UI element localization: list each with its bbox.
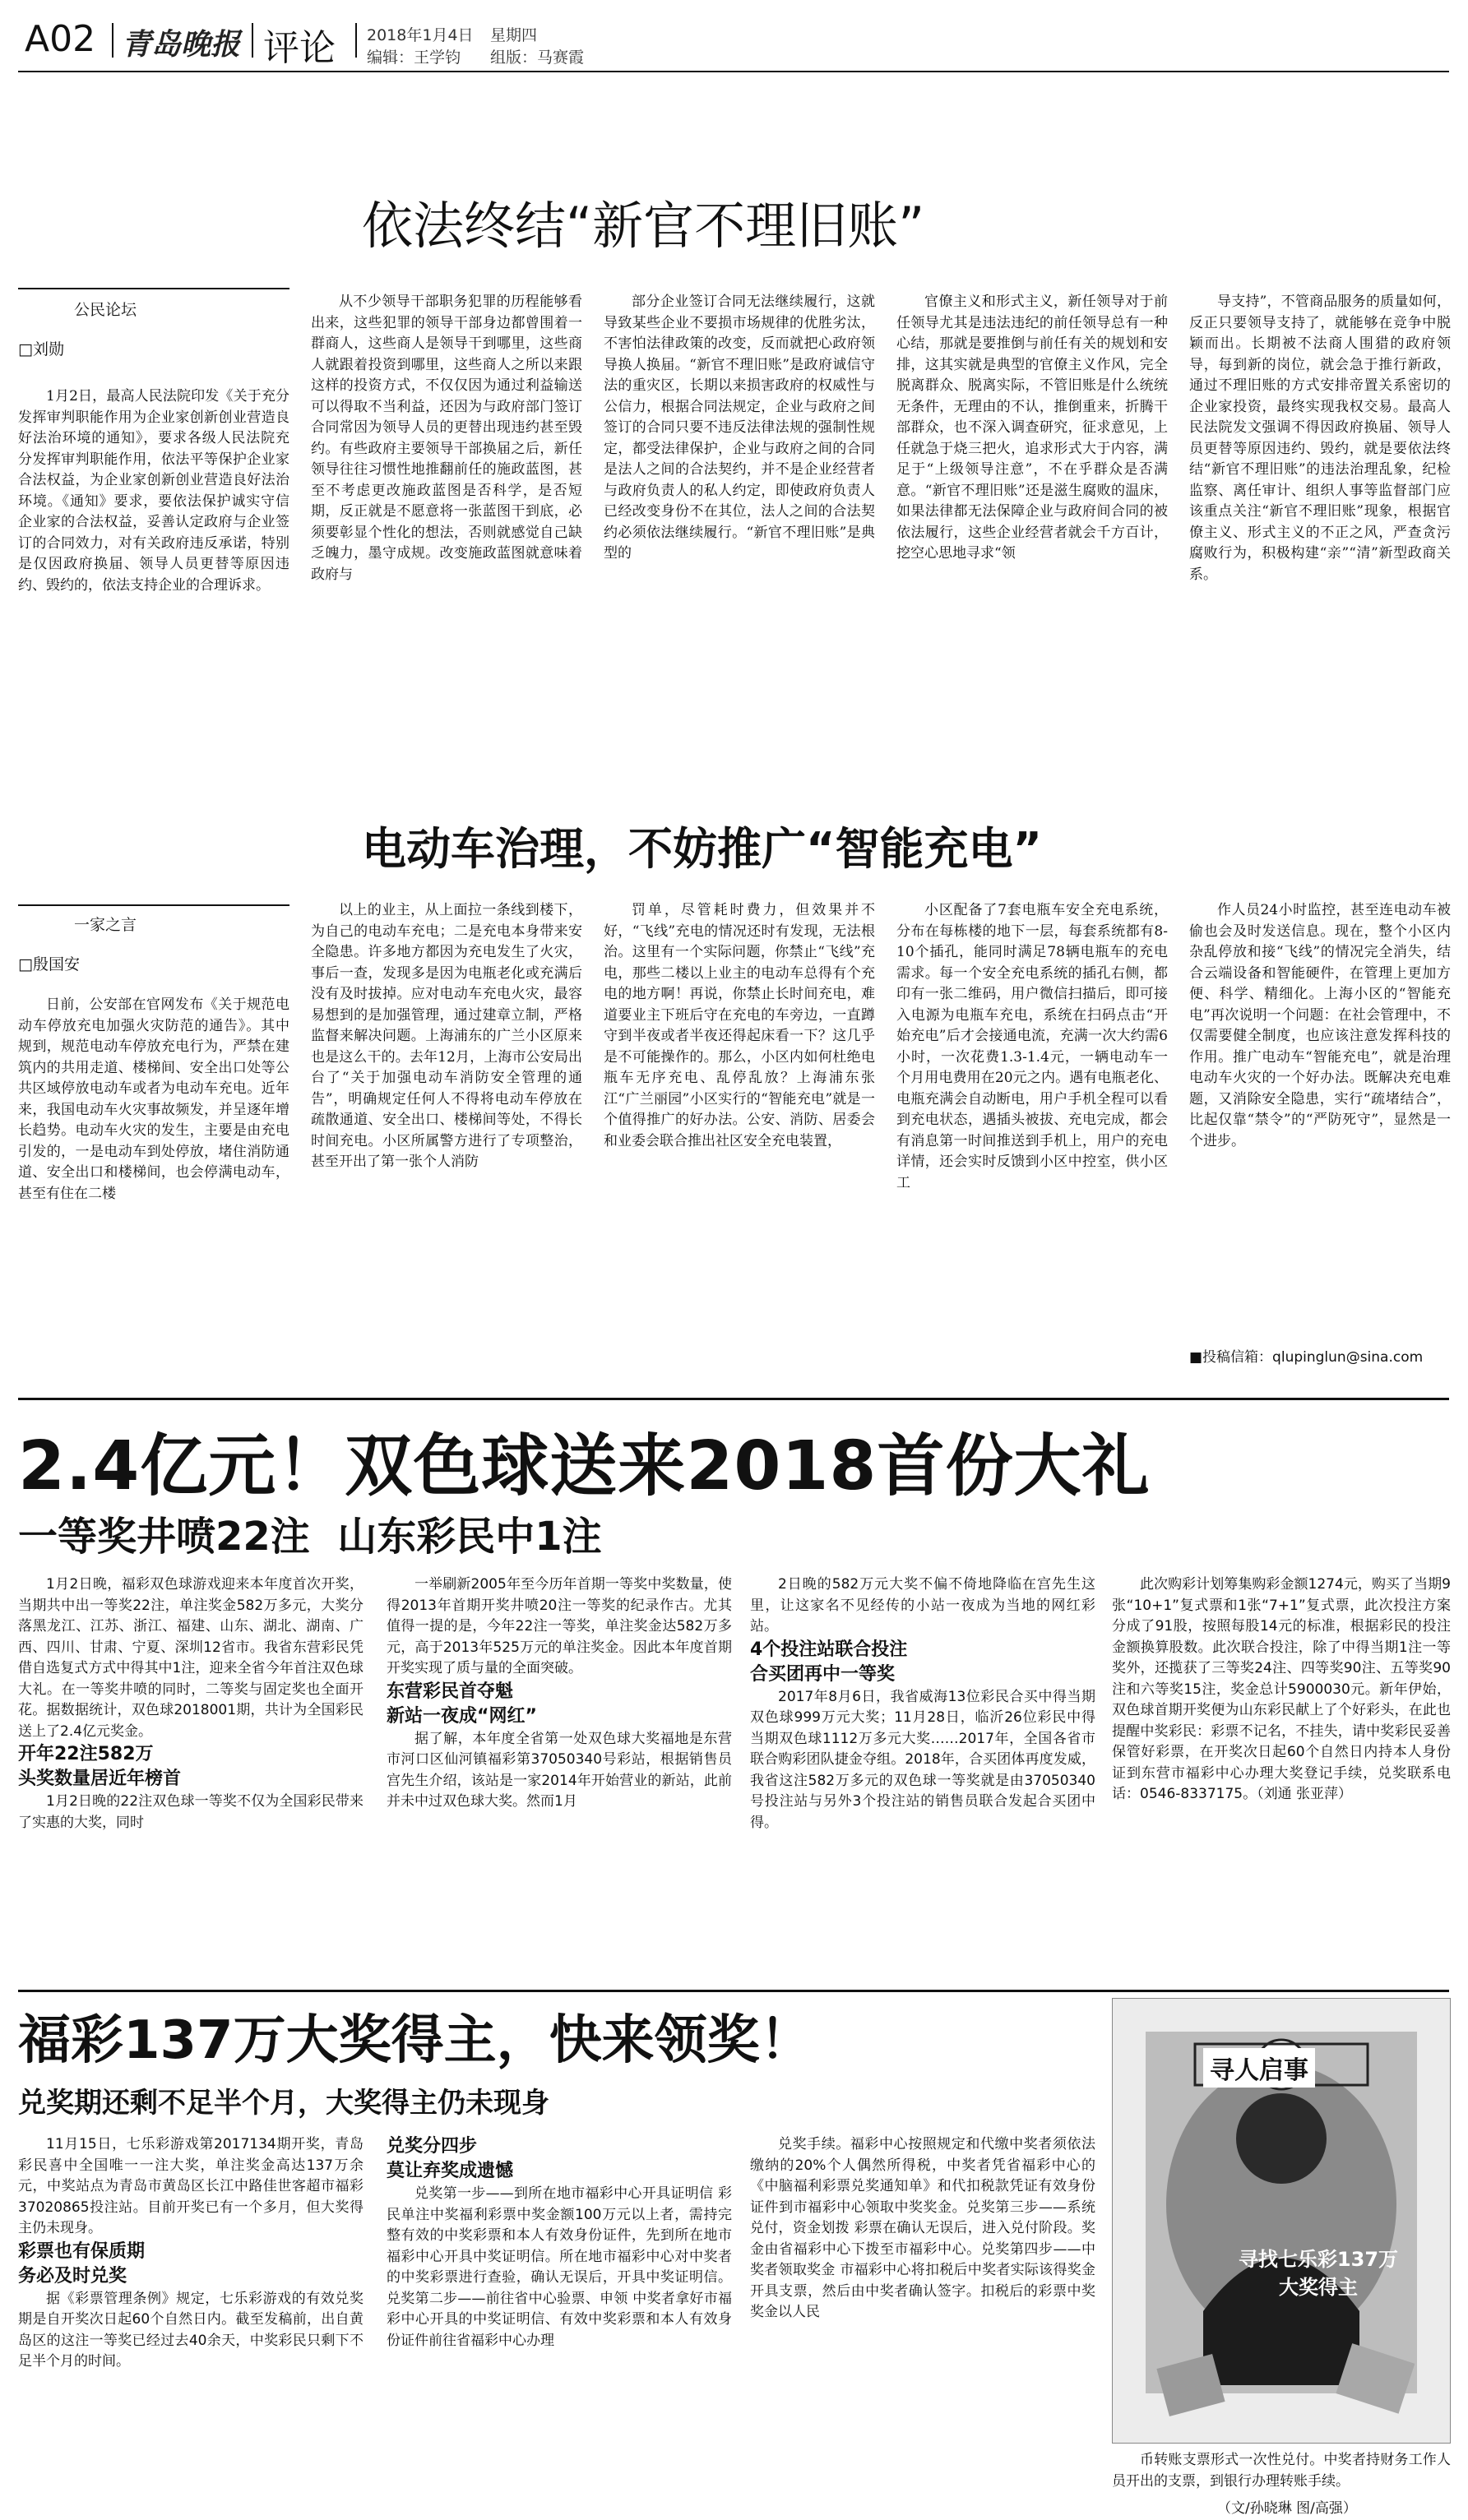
article3-col3-subhead: 4个投注站联合投注 合买团再中一等奖 (750, 1639, 908, 1685)
article1-column: 公民论坛 (74, 301, 137, 319)
article1-col5: 导支持”，不管商品服务的质量如何，反正只要领导支持了，就能够在竞争中脱颖而出。长期被不法商人围猎的政府领导，每到新的岗位，就会急于推行新政，通过不理旧账的方式安排帝置关系密切的企业家投资，最终实现我权交易。最高人民法院发文强调不得因政府换届、领导人员更替等原因违约、毁约，就是要依法终结“新官不理旧账”的违法治理乱象，纪检监察、离任审计、组织人事等监督部门应该重点关注“新官不理旧账”现象，根据官僚主义、形式主义的不正之风，严查贪污腐败行为，积极构建“亲”“清”新型政商关系。 (1189, 294, 1451, 583)
article2-col5: 作人员24小时监控，甚至连电动车被偷也会及时发送信息。现在，整个小区内杂乱停放和接“飞线”的情况完全消失，结合云端设备和智能硬件，在管理上更加方便、科学、精细化。上海小区的“智能充电”再次说明一个问题：在社会管理中，不仅需要健全制度，也应该注意发挥科技的作用。推广电动车“智能充电”，就是治理电动车火灾的一个好办法。既解决充电难题，又消除安全隐患，实行“疏堵结合”，比起仅靠“禁令”的“严防死守”，显然是一个进步。 (1189, 902, 1451, 1149)
article2-author: □殷国安 (18, 955, 80, 973)
article4-title: 福彩137万大奖得主，快来领奖！ (18, 2010, 813, 2071)
article1-col3: 部分企业签订合同无法继续履行，这就导致某些企业不要损市场规律的优胜劣汰，不害怕法律政策的改变，反而就把心政府领导换人换届。“新官不理旧账”是政府诚信守法的重灾区，长期以来损害政府的权威性与公信力，根据合同法规定，企业与政府之间签订的合同只要不违反法律法规的强制性规定，都受法律保护，企业与政府之间的合同是法人之间的合法契约，并不是企业经营者与政府负责人的私人约定，即使政府负责人已经改变身份不在其位，法人之间的合法契约必须依法继续履行。“新官不理旧账”是典型的 (604, 294, 875, 562)
article4-col1 (18, 2134, 364, 2496)
article3-col1 (18, 1574, 364, 1986)
article1-author: □刘勋 (18, 340, 64, 358)
article1-col2: 从不少领导干部职务犯罪的历程能够看出来，这些犯罪的领导干部身边都曾围着一群商人，这些商人是领导干到哪里，这些商人就跟着投资到哪里，这些商人之所以来跟这样的投资方式，不仅仅因为通过利益输送可以得取不当利益，还因为与政府部门签订合同常因为领导人员的更替出现违约甚至毁约。有些政府主要领导干部换届之后，新任领导往往习惯性地推翻前任的施政蓝图，甚至不考虑更改施政蓝图是否科学，是否短期，反正就是不愿意将一张蓝图干到底，必须要彰显个性化的想法，否则就感觉自己缺乏魄力，墨守成规。改变施政蓝图就意味着政府与 (311, 294, 582, 583)
issue-date: 2018年1月4日 (367, 26, 474, 44)
article3-col1-text: 1月2日晚，福彩双色球游戏迎来本年度首次开奖，当期共中出一等奖22注，单注奖金582万多元，大奖分落黑龙江、江苏、浙江、福建、山东、湖北、湖南、广西、四川、甘肃、宁夏、深圳12省市。我省东营彩民凭借自选复式方式中得其中1注，迎来全省今年首注双色球大礼。在一等奖井喷的同时，二等奖与固定奖也全面开花。据数据统计，双色球2018001期，共计为全国彩民送上了2.4亿元奖金。 (18, 1576, 364, 1740)
submission-email: ■投稿信箱：qlupinglun@sina.com (1189, 1349, 1424, 1366)
article3-title: 2.4亿元！双色球送来2018首份大礼 (18, 1427, 1151, 1505)
article4-col4: 币转账支票形式一次性兑付。中奖者持财务工作人员开出的支票，到银行办理转账手续。 (1112, 2452, 1451, 2490)
article4-col2-subhead: 兑奖分四步 莫让弃奖成遗憾 (387, 2136, 514, 2181)
article4-subtitle: 兑奖期还剩不足半个月，大奖得主仍未现身 (18, 2087, 549, 2120)
masthead (0, 0, 1468, 74)
article3-col2-text2: 据了解，本年度全省第一处双色球大奖福地是东营市河口区仙河镇福彩第37050340号彩站，根据销售员宫先生介绍，该站是一家2014年开始营业的新站，此前并未中过双色球大奖。然而1月 (387, 1730, 732, 1810)
article4-col2 (387, 2134, 732, 2496)
article2-column: 一家之言 (74, 916, 137, 934)
newspaper-logo: 青岛晚报 (122, 27, 241, 62)
article3-col3 (750, 1574, 1095, 1986)
article3-col1-text2: 1月2日晚的22注双色球一等奖不仅为全国彩民带来了实惠的大奖，同时 (18, 1793, 364, 1831)
notice-title: 寻人启事 (1203, 2048, 1315, 2088)
article4-col2-text: 兑奖第一步——到所在地市福彩中心开具证明信 彩民单注中奖福利彩票中奖金额100万元以上者，需持完整有效的中奖彩票和本人有效身份证件，先到所在地市福彩中心开具中奖证明信。所在地市福彩中心对中奖者的中奖彩票进行查验，确认无误后，开具中奖证明信。兑奖第二步——前往省中心验票、申领 中奖者拿好市福彩中心开具的中奖证明信、有效中奖彩票和本人有效身份证件前往省福彩中心办理 (387, 2185, 732, 2349)
issue-weekday: 星期四 (490, 26, 538, 44)
article2-col2: 以上的业主，从上面拉一条线到楼下，为自己的电动车充电；二是充电本身带来安全隐患。许多地方都因为充电发生了火灾，事后一查，发现多是因为电瓶老化或充满后没有及时拔掉。应对电动车充电火灾，最容易想到的是加强管理，通过建章立制，严格监督来解决问题。上海浦东的广兰小区原来也是这么干的。去年12月，上海市公安局出台了“关于加强电动车消防安全管理的通告”，明确规定任何人不得将电动车停放在疏散通道、安全出口、楼梯间等处，不得长时间充电。小区所属警方进行了专项整治，甚至开出了第一张个人消防 (311, 902, 582, 1170)
article1-title: 依法终结“新官不理旧账” (362, 196, 925, 256)
article1-col4: 官僚主义和形式主义，新任领导对于前任领导尤其是违法违纪的前任领导总有一种心结，那就是要推倒与前任有关的规划和安排，这其实就是典型的官僚主义作风，完全脱离群众、脱离实际，不管旧账是什么统统无条件，无理由的不认，推倒重来，折腾干部群众，也不深入调查研究，征求意见，上任就急于烧三把火，追求形式大于内容，满足于“上级领导注意”，不在乎群众是否满意。“新官不理旧账”还是滋生腐败的温床，如果法律都无法保障企业与政府间合同的被依法履行，这些企业经营者就会千方百计，挖空心思地寻求“领 (896, 294, 1168, 562)
editor-credit: 编辑：王学钧 (367, 49, 461, 67)
page-number: A02 (25, 18, 96, 60)
article3-col2-subhead: 东营彩民首夺魁 新站一夜成“网红” (387, 1681, 537, 1727)
article4-credit: （文/孙晓琳 图/高强） (1217, 2500, 1357, 2517)
article2-col3: 罚单，尽管耗时费力，但效果并不好，“飞线”充电的情况还时有发现，无法根治。这里有一个实际问题，你禁止“飞线”充电，那些二楼以上业主的电动车总得有个充电的地方啊！再说，你禁止长时间充电，难道要业主下班后守在充电的车旁边，一直蹲守到半夜或者半夜还得起床看一下？这几乎是不可能操作的。那么，小区内如何杜绝电瓶车无序充电、乱停乱放？上海浦东张江“广兰丽园”小区实行的“智能充电”就是一个值得推广的好办法。公安、消防、居委会和业委会联合推出社区安全充电装置， (604, 902, 875, 1149)
article1-col1: 1月2日，最高人民法院印发《关于充分发挥审判职能作用为企业家创新创业营造良好法治环境的通知》，要求各级人民法院充分发挥审判职能作用，依法平等保护企业家合法权益，为企业家创新创业营造良好法治环境。《通知》要求，要依法保护诚实守信企业家的合法权益，妥善认定政府与企业签订的合同效力，对有关政府违反承诺，特别是仅因政府换届、领导人员更替等原因违约、毁约的，依法支持企业的合理诉求。 (18, 388, 289, 594)
section-name: 评论 (263, 27, 336, 69)
notice-caption: 寻找七乐彩137万 大奖得主 (1238, 2248, 1399, 2299)
article3-col4: 此次购彩计划筹集购彩金额1274元，购买了当期9张“10+1”复式票和1张“7+1”复式票，此次投注方案分成了91股，按照每股14元的标准，根据彩民的投注金额换算股数。此次联合投注，除了中得当期1注一等奖外，还揽获了三等奖24注、四等奖90注、五等奖90注和六等奖15注，奖金总计5900030元。新年伊始，双色球首期开奖便为山东彩民献上了个好彩头，在此也提醒中奖彩民：彩票不记名，不挂失，请中奖彩民妥善保管好彩票，在开奖次日起60个自然日内持本人身份证到东营市福彩中心办理大奖登记手续，兑奖联系电话：0546-8337175。（刘通 张亚萍） (1112, 1576, 1451, 1802)
article3-col1-subhead: 开年22注582万 头奖数量居近年榜首 (18, 1744, 182, 1789)
article3-subtitle: 一等奖井喷22注 山东彩民中1注 (18, 1514, 602, 1560)
article3-col3-text: 2日晚的582万元大奖不偏不倚地降临在宫先生这里，让这家名不见经传的小站一夜成为当地的网红彩站。 (750, 1576, 1095, 1635)
notice-illustration (1112, 1998, 1451, 2444)
article4-col1-text2: 据《彩票管理条例》规定，七乐彩游戏的有效兑奖期是自开奖次日起60个自然日内。截至发稿前，出自黄岛区的这注一等奖已经过去40余天，中奖彩民只剩下不足半个月的时间。 (18, 2290, 364, 2370)
article4-col1-text: 11月15日，七乐彩游戏第2017134期开奖，青岛彩民喜中全国唯一一注大奖，单注奖金高达137万余元，中奖站点为青岛市黄岛区长江中路佳世客超市福彩37020865投注站。目前开奖已有一个多月，但大奖得主仍未现身。 (18, 2136, 364, 2236)
article3-col3-text2: 2017年8月6日，我省威海13位彩民合买中得当期双色球999万元大奖；11月28日，临沂26位彩民中得当期双色球1112万多元大奖……2017年，全国各省市联合购彩团队捷金夺组。2018年，合买团体再度发威，我省这注582万多元的双色球一等奖就是由37050340号投注站与另外3个投注站的销售员联合发起合买团中得。 (750, 1688, 1095, 1831)
article4-col1-subhead: 彩票也有保质期 务必及时兑奖 (18, 2240, 146, 2286)
article2-col1: 日前，公安部在官网发布《关于规范电动车停放充电加强火灾防范的通告》。其中规到，规范电动车停放充电行为，严禁在建筑内的共用走道、楼梯间、安全出口处等公共区域停放电动车或者为电动车充电。近年来，我国电动车火灾事故频发，并呈逐年增长趋势。电动车火灾的发生，主要是由充电引发的，一是电动车到处停放，堵住消防通道、安全出口和楼梯间，也会停满电动车，甚至有住在二楼 (18, 996, 289, 1202)
article3-col2-text: 一举刷新2005年至今历年首期一等奖中奖数量，使得2013年首期开奖井喷20注一等奖的纪录作古。尤其值得一提的是，今年22注一等奖，单注奖金达582万多元，高于2013年525万元的单注奖金。因此本年度首期开奖实现了质与量的全面突破。 (387, 1576, 732, 1676)
article3-col2 (387, 1574, 732, 1986)
article2-title: 电动车治理，不妨推广“智能充电” (362, 823, 1042, 875)
article4-col3: 兑奖手续。福彩中心按照规定和代缴中奖者须依法缴纳的20%个人偶然所得税，中奖者凭省福彩中心的《中脑福利彩票兑奖通知单》和代扣税款凭证有效身份证件到市福彩中心领取中奖奖金。兑奖第三步——系统兑付，资金划拨 彩票在确认无误后，进入兑付阶段。奖金由省福彩中心下拨至市福彩中心。兑奖第四步——中奖者领取奖金 市福彩中心将扣税后中奖者实际该得奖金开具支票，然后由中奖者确认签字。扣税后的彩票中奖奖金以人民 (750, 2136, 1095, 2320)
layout-credit: 组版：马赛霞 (490, 49, 585, 67)
article2-col4: 小区配备了7套电瓶车安全充电系统，分布在每栋楼的地下一层，每套系统都有8-10个插孔，能同时满足78辆电瓶车的充电需求。每一个安全充电系统的插孔右侧，都印有一张二维码，用户微信扫描后，即可接入电源为电瓶车充电，系统在扫码点击“开始充电”后才会接通电流，充满一次大约需6小时，一次花费1.3-1.4元，一辆电动车一个月用电费用在20元之内。遇有电瓶老化、电瓶充满会自动断电，用户手机全程可以看到充电状态，遇插头被拔、充电完成，都会有消息第一时间推送到手机上，用户的充电详情，还会实时反馈到小区中控室，供小区工 (896, 902, 1168, 1191)
